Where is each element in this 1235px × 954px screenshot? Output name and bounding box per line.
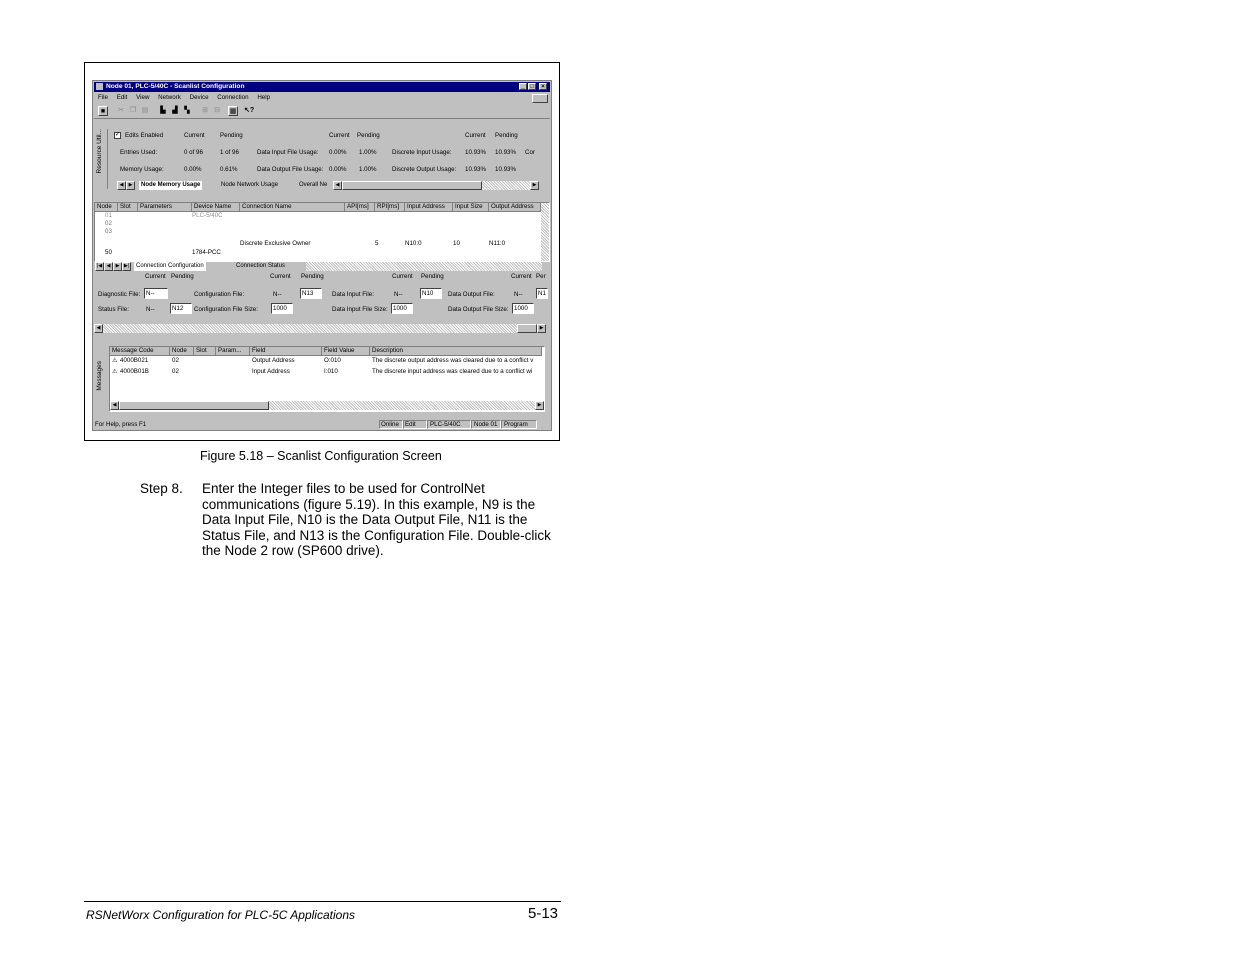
messages-hscroll-right[interactable]: ▶ — [535, 401, 544, 410]
figure-caption: Figure 5.18 – Scanlist Configuration Screen — [200, 449, 442, 463]
msg-node: 02 — [172, 357, 179, 364]
cc-pending-2: Pending — [301, 273, 324, 280]
hscroll-left-arrow[interactable]: ◀ — [333, 181, 342, 190]
menu-bar — [94, 93, 550, 103]
hscroll-thumb[interactable] — [342, 181, 482, 190]
cc-current-1: Current — [145, 273, 166, 280]
entries-used-current: 0 of 96 — [184, 149, 203, 156]
messages-hscroll[interactable] — [110, 401, 544, 411]
tab-prev[interactable]: ◀ — [104, 262, 113, 271]
msg-value: O:010 — [324, 357, 341, 364]
msg-value: I:010 — [324, 368, 338, 375]
row-node: 50 — [105, 249, 112, 256]
msg-field: Output Address — [252, 357, 295, 364]
menu-edit[interactable]: Edit — [116, 94, 128, 101]
resource-current-header-2: Current — [329, 132, 350, 139]
config-hscroll-thumb[interactable] — [517, 324, 537, 333]
col-connection-name[interactable]: Connection Name — [240, 203, 345, 212]
tab-connection-status[interactable]: Connection Status — [236, 263, 286, 269]
save-icon[interactable]: ■ — [98, 106, 108, 116]
data-output-file-size-label: Data Output File Size: — [448, 306, 509, 313]
msg-col-description[interactable]: Description — [370, 347, 542, 356]
msg-col-slot[interactable]: Slot — [194, 347, 216, 356]
resource-vscroll[interactable] — [538, 129, 550, 189]
row-device: 1784-PCC — [192, 249, 221, 256]
col-rpi[interactable]: RPI[ms] — [375, 203, 405, 212]
tab-overall-network[interactable]: Overall Ne — [299, 182, 328, 188]
discrete-output-usage-current: 10.93% — [465, 166, 486, 173]
data-input-file-current: N-- — [394, 291, 403, 298]
data-input-file-input[interactable]: N10 — [420, 288, 442, 299]
col-slot[interactable]: Slot — [118, 203, 138, 212]
row-api: 5 — [375, 240, 379, 247]
warning-icon: ⚠ — [112, 368, 118, 375]
footer-rule — [84, 901, 561, 902]
msg-description: The discrete input address was cleared due to a conflict wi — [372, 368, 533, 375]
msg-code: 4000B021 — [120, 357, 149, 364]
step-label: Step 8. — [140, 481, 183, 496]
help-pointer-icon[interactable]: ↖? — [244, 107, 255, 114]
msg-col-param[interactable]: Param... — [216, 347, 250, 356]
status-mode: Program — [501, 420, 537, 429]
discrete-output-usage-label: Discrete Output Usage: — [392, 166, 457, 173]
data-input-usage-label: Data Input File Usage: — [257, 149, 319, 156]
cc-current-3: Current — [392, 273, 413, 280]
row-input-size: 10 — [453, 240, 460, 247]
entries-used-pending: 1 of 96 — [220, 149, 239, 156]
menu-view[interactable]: View — [136, 94, 150, 101]
cc-current-4: Current — [511, 273, 532, 280]
status-bar — [94, 419, 550, 430]
tab-node-memory-usage[interactable]: Node Memory Usage — [141, 182, 201, 188]
data-output-file-current: N-- — [514, 291, 523, 298]
memory-usage-pending: 0.61% — [220, 166, 238, 173]
maximize-button[interactable]: □ — [528, 83, 536, 90]
edits-enabled-checkbox[interactable]: ✓ — [115, 132, 121, 138]
status-help: For Help, press F1 — [95, 421, 147, 428]
table-row[interactable] — [95, 212, 541, 220]
paste-icon[interactable]: ▤ — [141, 107, 149, 114]
config-file-label: Configuration File: — [194, 291, 245, 298]
config-file-size-input[interactable]: 1000 — [271, 303, 293, 314]
diagnostic-file-label: Diagnostic File: — [98, 291, 141, 298]
msg-col-node[interactable]: Node — [170, 347, 194, 356]
status-edit: Edit — [403, 420, 427, 429]
minimize-button[interactable]: _ — [519, 83, 527, 90]
col-input-size[interactable]: Input Size — [453, 203, 489, 212]
tab-next[interactable]: ▶ — [113, 262, 122, 271]
browse-icon[interactable]: ⊟ — [214, 107, 220, 114]
resource-pending-header: Pending — [220, 132, 243, 139]
download-icon[interactable]: ▟ — [172, 107, 178, 114]
col-parameters[interactable]: Parameters — [138, 203, 192, 212]
scanlist-window — [92, 80, 552, 431]
connection-tab-strip — [94, 262, 550, 272]
copy-icon[interactable]: ❐ — [129, 107, 137, 114]
messages-table — [109, 346, 545, 412]
footer-title: RSNetWorx Configuration for PLC-5C Applications — [86, 908, 355, 922]
resize-grip-icon[interactable] — [539, 420, 549, 429]
data-input-file-size-label: Data Input File Size: — [332, 306, 388, 313]
menu-network[interactable]: Network — [158, 94, 181, 101]
messages-hscroll-track[interactable] — [269, 401, 535, 410]
cc-pending-3: Pending — [421, 273, 444, 280]
cc-pending-1: Pending — [171, 273, 194, 280]
messages-hscroll-thumb[interactable] — [119, 401, 269, 410]
hscroll-right-arrow[interactable]: ▶ — [530, 181, 539, 190]
menu-connection[interactable]: Connection — [217, 94, 249, 101]
menu-help[interactable]: Help — [257, 94, 271, 101]
list-item[interactable] — [110, 368, 542, 377]
data-output-file-input[interactable]: N1 — [536, 288, 548, 299]
data-input-file-label: Data Input File: — [332, 291, 374, 298]
row-node: 01 — [105, 212, 112, 219]
window-title: Node 01, PLC-5/40C - Scanlist Configuration — [106, 83, 245, 90]
table-row[interactable] — [95, 228, 541, 236]
data-input-file-size-input[interactable]: 1000 — [391, 303, 413, 314]
data-output-usage-label: Data Output File Usage: — [257, 166, 324, 173]
msg-col-field[interactable]: Field — [250, 347, 322, 356]
col-node[interactable]: Node — [95, 203, 118, 212]
col-input-address[interactable]: Input Address — [405, 203, 453, 212]
config-hscroll-right[interactable]: ▶ — [537, 324, 546, 333]
resource-current-header-3: Current — [465, 132, 486, 139]
hscroll-track[interactable] — [482, 181, 530, 190]
toolbar — [94, 104, 550, 119]
resource-current-header: Current — [184, 132, 205, 139]
menu-file[interactable]: File — [98, 94, 108, 101]
msg-description: The discrete output address was cleared due to a conflict v — [372, 357, 534, 364]
upload-icon[interactable]: ▙ — [160, 107, 166, 114]
network-icon[interactable]: ⊞ — [202, 107, 208, 114]
resource-side-label: Resource Util... — [96, 129, 103, 174]
col-output-address[interactable]: Output Address — [489, 203, 541, 212]
messages-hscroll-left[interactable]: ◀ — [110, 401, 119, 410]
table-row[interactable] — [95, 249, 541, 257]
memory-usage-current: 0.00% — [184, 166, 202, 173]
warning-icon: ⚠ — [112, 357, 118, 364]
data-input-usage-pending: 1.00% — [359, 149, 377, 156]
col-api[interactable]: API[ms] — [345, 203, 375, 212]
page-number: 5-13 — [528, 905, 559, 922]
step-text: Enter the Integer files to be used for ControlNet communications (figure 5.19). In this example, N9 is the Data Input File, N10 is the Data Output File, N11 is the Status File, and N13 is the Configuration File. Double-click the Node 2 row (SP600 drive). — [202, 481, 551, 558]
msg-col-field-value[interactable]: Field Value — [322, 347, 370, 356]
resource-pending-header-3: Pending — [495, 132, 518, 139]
data-input-usage-current: 0.00% — [329, 149, 347, 156]
table-row[interactable] — [95, 240, 541, 248]
scanlist-table — [94, 202, 550, 262]
discrete-output-usage-pending: 10.93% — [495, 166, 516, 173]
resource-cut-label: Cor — [525, 149, 535, 156]
data-output-usage-current: 0.00% — [329, 166, 347, 173]
status-file-label: Status File: — [98, 306, 129, 313]
table-vscroll[interactable] — [541, 203, 549, 261]
config-file-current: N-- — [273, 291, 282, 298]
data-output-file-label: Data Output File: — [448, 291, 495, 298]
msg-code: 4000B01B — [120, 368, 149, 375]
resource-hscroll[interactable] — [333, 181, 539, 190]
app-icon — [96, 83, 103, 90]
config-hscroll[interactable] — [94, 324, 550, 334]
messages-side-label: Messages — [96, 361, 103, 391]
row-output-address: N11:0 — [489, 240, 506, 247]
col-device-name[interactable]: Device Name — [192, 203, 240, 212]
row-node: 03 — [105, 228, 112, 235]
tab-node-network-usage[interactable]: Node Network Usage — [221, 182, 279, 188]
tab-first[interactable]: |◀ — [96, 263, 103, 269]
cc-current-2: Current — [270, 273, 291, 280]
tab-connection-configuration[interactable]: Connection Configuration — [136, 263, 204, 269]
row-connection: Discrete Exclusive Owner — [240, 240, 311, 247]
connection-hscroll[interactable] — [306, 262, 542, 271]
data-output-usage-pending: 1.00% — [359, 166, 377, 173]
close-button[interactable]: × — [539, 83, 547, 90]
doc-restore-icon[interactable] — [532, 94, 548, 103]
list-item[interactable] — [110, 357, 542, 366]
msg-col-code[interactable]: Message Code — [110, 347, 170, 356]
config-hscroll-track[interactable] — [103, 324, 517, 333]
row-device: PLC-5/40C — [192, 212, 223, 219]
msg-field: Input Address — [252, 368, 290, 375]
status-file-input[interactable]: N12 — [170, 303, 192, 314]
menu-device[interactable]: Device — [189, 94, 209, 101]
tab-scroll-right[interactable]: ▶ — [126, 181, 135, 190]
msg-node: 02 — [172, 368, 179, 375]
tab-scroll-left[interactable]: ◀ — [117, 181, 126, 190]
cc-cut-label: Per — [536, 273, 546, 280]
entries-used-label: Entries Used: — [120, 149, 158, 156]
table-row[interactable] — [95, 220, 541, 228]
status-node: Node 01 — [471, 420, 501, 429]
discrete-input-usage-label: Discrete Input Usage: — [392, 149, 452, 156]
status-file-current: N-- — [146, 306, 155, 313]
status-processor: PLC-5/40C — [427, 420, 471, 429]
config-hscroll-left[interactable]: ◀ — [94, 324, 103, 333]
title-bar — [94, 82, 550, 92]
resource-pending-header-2: Pending — [357, 132, 380, 139]
memory-usage-label: Memory Usage: — [120, 166, 164, 173]
discrete-input-usage-current: 10.93% — [465, 149, 486, 156]
row-input-address: N10:0 — [405, 240, 422, 247]
data-output-file-size-input[interactable]: 1000 — [512, 303, 534, 314]
tab-last[interactable]: ▶| — [123, 263, 130, 269]
config-file-size-label: Configuration File Size: — [194, 306, 258, 313]
online-icon[interactable]: ▦ — [229, 108, 237, 115]
status-online: Online — [379, 420, 403, 429]
diagnostic-file-input[interactable]: N-- — [144, 288, 168, 299]
edits-enabled-label: Edits Enabled — [125, 132, 164, 139]
discrete-input-usage-pending: 10.93% — [495, 149, 516, 156]
cut-icon[interactable]: ✂ — [118, 107, 124, 114]
side-divider — [107, 129, 108, 189]
row-node: 02 — [105, 220, 112, 227]
verify-icon[interactable]: ▚ — [184, 107, 190, 114]
config-file-input[interactable]: N13 — [300, 288, 322, 299]
